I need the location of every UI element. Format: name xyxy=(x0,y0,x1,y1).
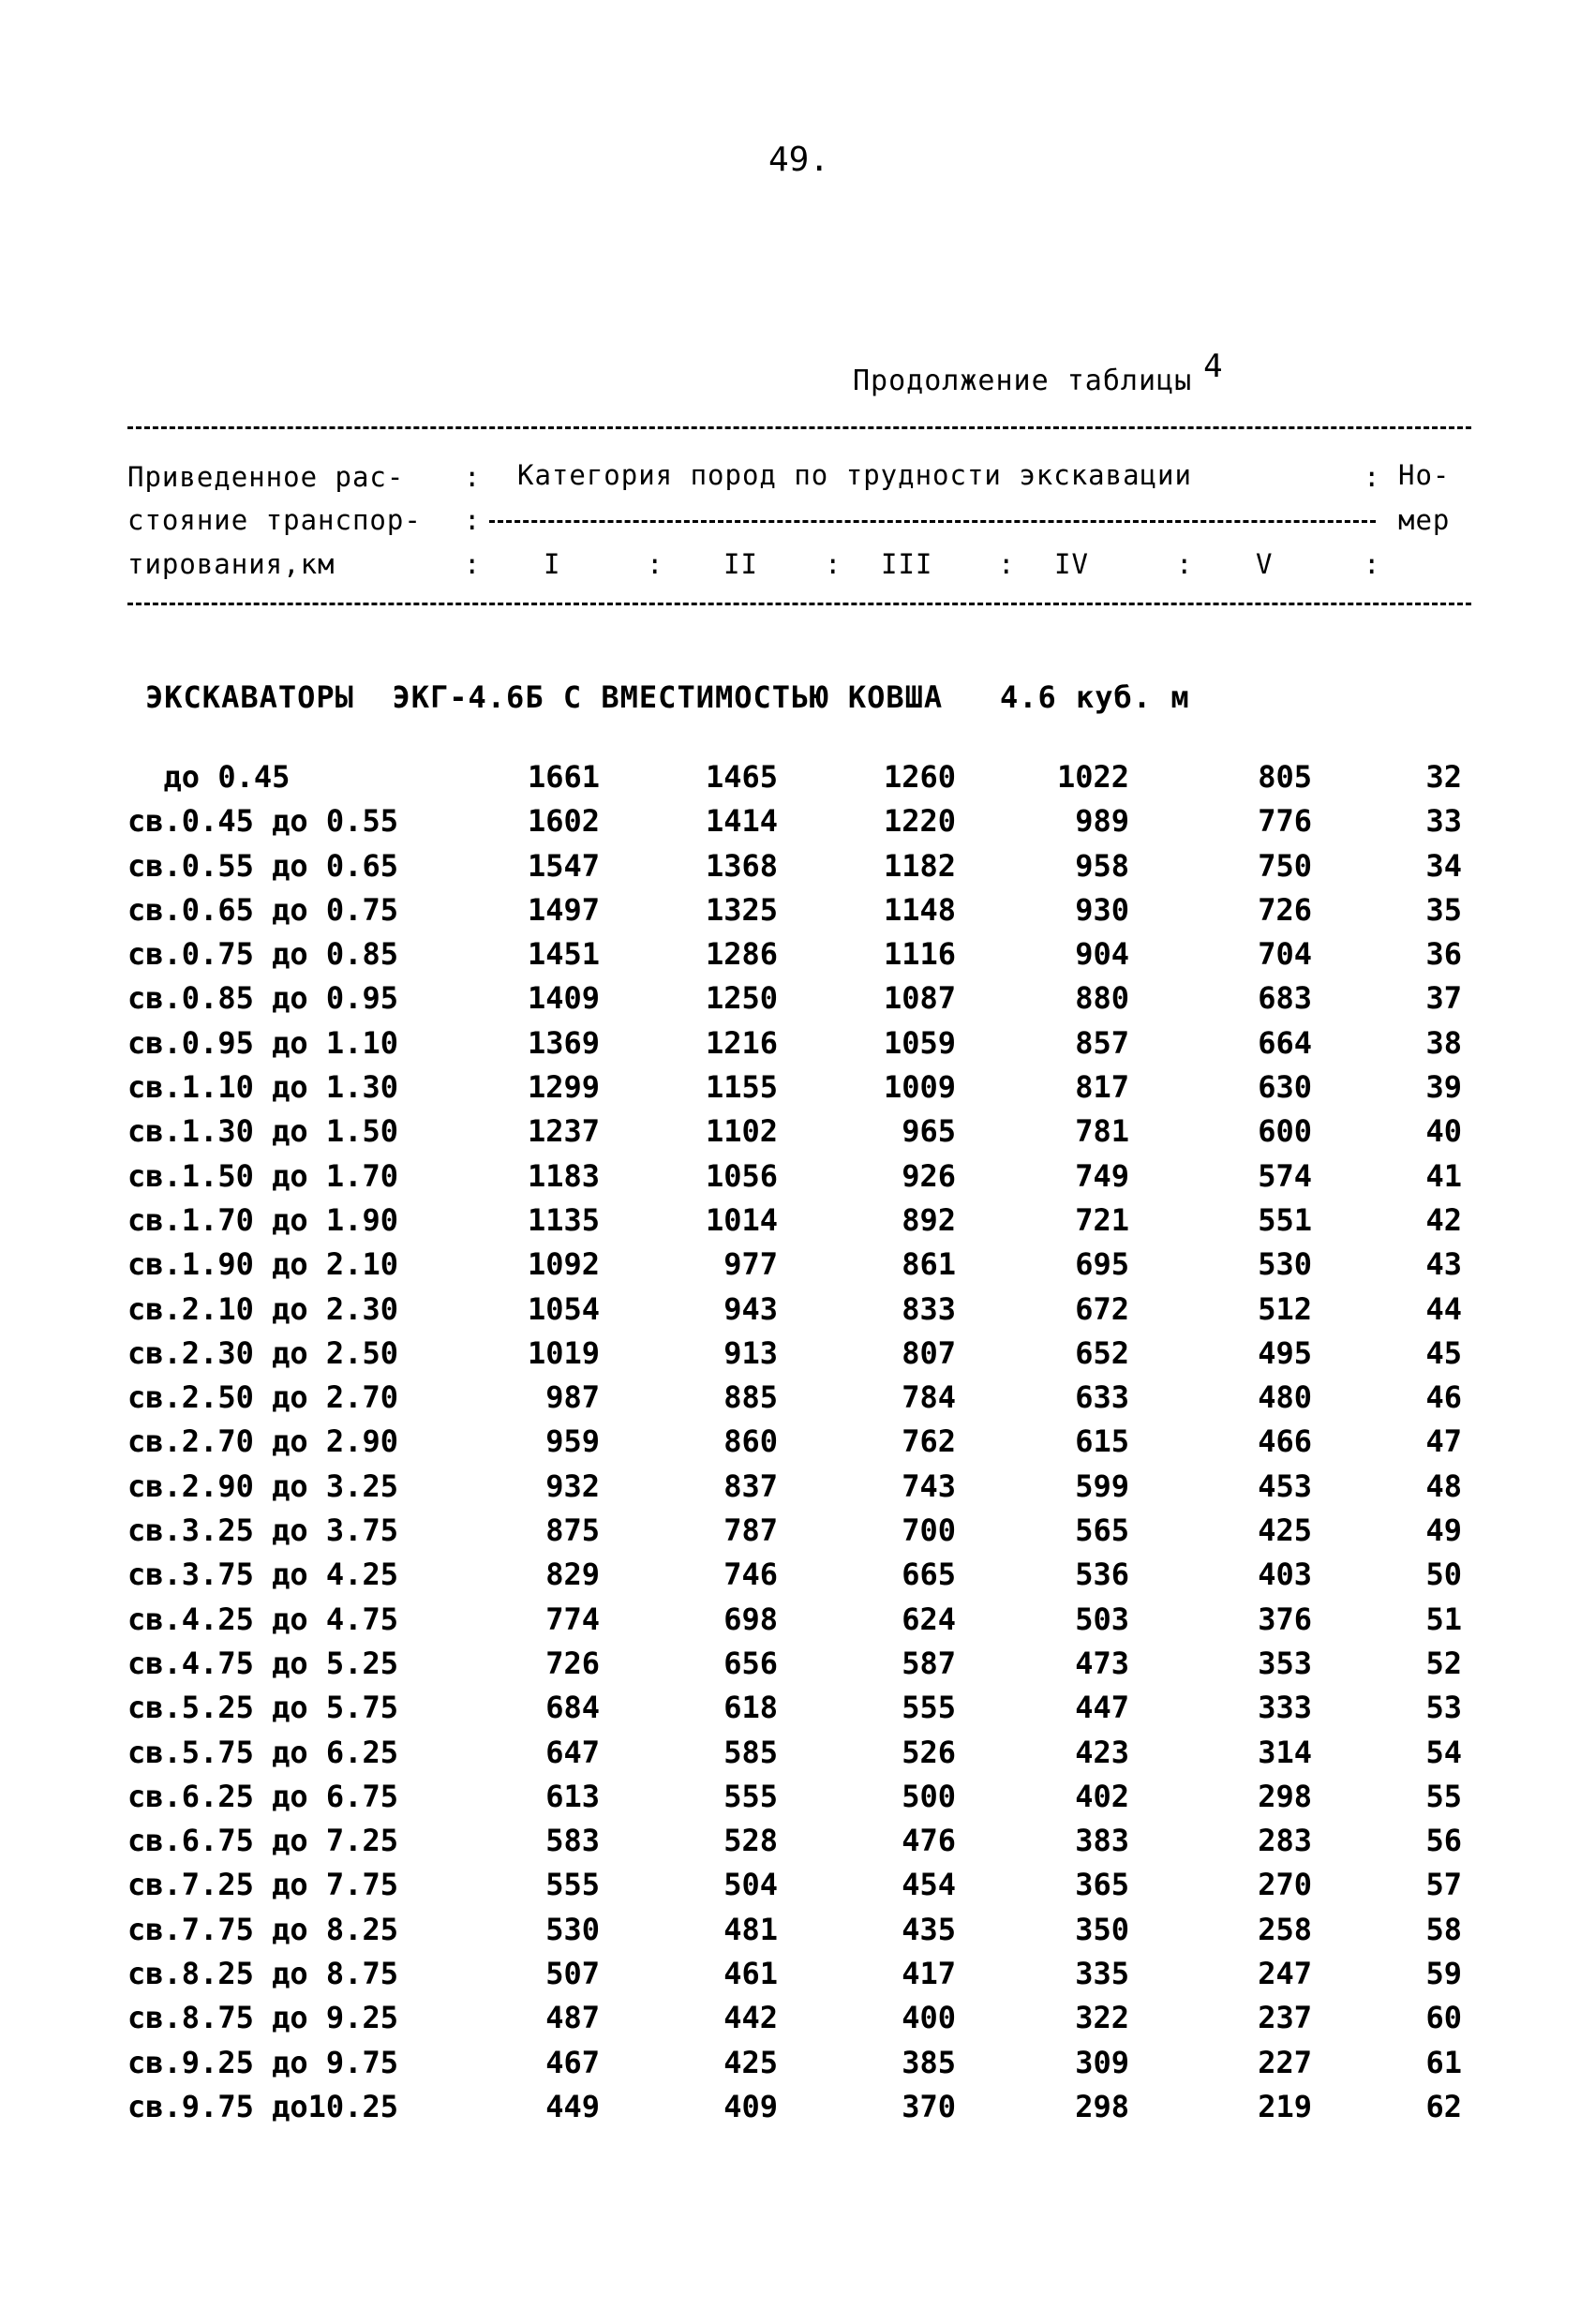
cell-category-iii: 624 xyxy=(902,1601,956,1637)
cell-category-i: 726 xyxy=(545,1645,600,1681)
cell-category-v: 283 xyxy=(1258,1823,1312,1859)
cell-category-i: 1451 xyxy=(527,936,600,973)
cell-category-v: 237 xyxy=(1258,2000,1312,2036)
row-range: св.8.75 до 9.25 xyxy=(127,2000,398,2036)
cell-category-iv: 536 xyxy=(1075,1557,1129,1593)
cell-row-number: 54 xyxy=(1425,1734,1462,1770)
row-range: св.0.95 до 1.10 xyxy=(127,1024,398,1061)
table-row xyxy=(0,936,1595,980)
table-row xyxy=(0,1823,1595,1867)
table-row xyxy=(0,1291,1595,1335)
row-range: св.8.25 до 8.75 xyxy=(127,1956,398,1992)
cell-row-number: 51 xyxy=(1425,1601,1462,1637)
cell-category-ii: 442 xyxy=(723,2000,778,2036)
cell-category-i: 1547 xyxy=(527,847,600,884)
cell-category-iii: 370 xyxy=(902,2088,956,2124)
cell-category-i: 1054 xyxy=(527,1290,600,1327)
header-separator: : xyxy=(1176,548,1194,580)
cell-category-v: 805 xyxy=(1258,759,1312,795)
header-separator: : xyxy=(647,548,664,580)
cell-category-v: 453 xyxy=(1258,1467,1312,1504)
table-row xyxy=(0,1069,1595,1113)
cell-category-iv: 615 xyxy=(1075,1423,1129,1460)
row-range: св.7.25 до 7.75 xyxy=(127,1867,398,1903)
row-range: св.3.25 до 3.75 xyxy=(127,1512,398,1549)
cell-category-iv: 447 xyxy=(1075,1690,1129,1726)
row-range: св.6.25 до 6.75 xyxy=(127,1778,398,1814)
cell-category-v: 247 xyxy=(1258,1956,1312,1992)
cell-category-i: 959 xyxy=(545,1423,600,1460)
table-continuation-label xyxy=(853,348,1224,398)
cell-row-number: 40 xyxy=(1425,1113,1462,1150)
header-col1-line1: Приведенное рас- xyxy=(127,461,405,493)
cell-row-number: 32 xyxy=(1425,759,1462,795)
header-separator: : xyxy=(464,504,482,536)
row-range: св.1.50 до 1.70 xyxy=(127,1157,398,1194)
cell-row-number: 42 xyxy=(1425,1201,1462,1238)
table-row xyxy=(0,2000,1595,2044)
cell-row-number: 36 xyxy=(1425,936,1462,973)
cell-category-iii: 435 xyxy=(902,1911,956,1947)
cell-category-iv: 599 xyxy=(1075,1467,1129,1504)
header-number-line2: мер xyxy=(1398,504,1451,536)
data-table xyxy=(0,759,1595,2133)
cell-category-iii: 385 xyxy=(902,2044,956,2080)
cell-category-ii: 913 xyxy=(723,1334,778,1371)
row-range: св.5.75 до 6.25 xyxy=(127,1734,398,1770)
cell-category-iii: 454 xyxy=(902,1867,956,1903)
cell-category-iii: 892 xyxy=(902,1201,956,1238)
cell-category-iv: 383 xyxy=(1075,1823,1129,1859)
header-roman-iii: III xyxy=(881,548,933,580)
cell-row-number: 47 xyxy=(1425,1423,1462,1460)
cell-category-ii: 977 xyxy=(723,1246,778,1283)
cell-category-i: 1602 xyxy=(527,803,600,840)
cell-row-number: 38 xyxy=(1425,1024,1462,1061)
cell-row-number: 55 xyxy=(1425,1778,1462,1814)
cell-category-i: 530 xyxy=(545,1911,600,1947)
cell-row-number: 58 xyxy=(1425,1911,1462,1947)
cell-category-v: 530 xyxy=(1258,1246,1312,1283)
cell-category-iv: 565 xyxy=(1075,1512,1129,1549)
table-row xyxy=(0,1601,1595,1646)
cell-category-iv: 1022 xyxy=(1056,759,1129,795)
cell-row-number: 37 xyxy=(1425,980,1462,1017)
cell-category-iii: 526 xyxy=(902,1734,956,1770)
header-roman-i: I xyxy=(544,548,561,580)
cell-category-iv: 930 xyxy=(1075,891,1129,928)
cell-category-iv: 473 xyxy=(1075,1645,1129,1681)
cell-category-iv: 781 xyxy=(1075,1113,1129,1150)
cell-category-iii: 1059 xyxy=(883,1024,956,1061)
cell-category-iii: 400 xyxy=(902,2000,956,2036)
cell-category-ii: 585 xyxy=(723,1734,778,1770)
cell-category-iv: 989 xyxy=(1075,803,1129,840)
table-row xyxy=(0,1912,1595,1956)
cell-category-iii: 1182 xyxy=(883,847,956,884)
cell-category-iii: 1116 xyxy=(883,936,956,973)
table-row xyxy=(0,1956,1595,2000)
table-row xyxy=(0,1158,1595,1202)
header-separator: : xyxy=(1364,461,1381,493)
cell-category-iii: 500 xyxy=(902,1778,956,1814)
row-range: св.6.75 до 7.25 xyxy=(127,1823,398,1859)
cell-category-iii: 476 xyxy=(902,1823,956,1859)
cell-row-number: 50 xyxy=(1425,1557,1462,1593)
cell-row-number: 61 xyxy=(1425,2044,1462,2080)
cell-category-iv: 309 xyxy=(1075,2044,1129,2080)
cell-category-iii: 1087 xyxy=(883,980,956,1017)
cell-row-number: 62 xyxy=(1425,2088,1462,2124)
cell-category-i: 583 xyxy=(545,1823,600,1859)
row-range: св.1.70 до 1.90 xyxy=(127,1201,398,1238)
cell-category-ii: 618 xyxy=(723,1690,778,1726)
cell-category-v: 227 xyxy=(1258,2044,1312,2080)
cell-category-iii: 807 xyxy=(902,1334,956,1371)
header-separator: : xyxy=(464,548,482,580)
cell-category-v: 270 xyxy=(1258,1867,1312,1903)
cell-category-i: 1661 xyxy=(527,759,600,795)
header-separator: : xyxy=(998,548,1016,580)
row-range: св.7.75 до 8.25 xyxy=(127,1911,398,1947)
cell-category-v: 403 xyxy=(1258,1557,1312,1593)
table-row xyxy=(0,1335,1595,1379)
cell-category-iv: 904 xyxy=(1075,936,1129,973)
cell-category-i: 449 xyxy=(545,2088,600,2124)
row-range: до 0.45 xyxy=(127,759,291,795)
row-range: св.3.75 до 4.25 xyxy=(127,1557,398,1593)
cell-category-ii: 1250 xyxy=(705,980,778,1017)
cell-row-number: 43 xyxy=(1425,1246,1462,1283)
cell-category-iii: 700 xyxy=(902,1512,956,1549)
cell-category-i: 647 xyxy=(545,1734,600,1770)
cell-category-v: 480 xyxy=(1258,1379,1312,1416)
cell-category-ii: 787 xyxy=(723,1512,778,1549)
table-row xyxy=(0,1379,1595,1423)
cell-category-ii: 481 xyxy=(723,1911,778,1947)
cell-category-v: 551 xyxy=(1258,1201,1312,1238)
cell-row-number: 48 xyxy=(1425,1467,1462,1504)
cell-row-number: 57 xyxy=(1425,1867,1462,1903)
cell-category-i: 555 xyxy=(545,1867,600,1903)
header-separator: : xyxy=(825,548,842,580)
header-category-title: Категория пород по трудности экскавации xyxy=(517,459,1192,491)
cell-category-ii: 1325 xyxy=(705,891,778,928)
table-row xyxy=(0,1867,1595,1911)
cell-category-iii: 743 xyxy=(902,1467,956,1504)
row-range: св.4.25 до 4.75 xyxy=(127,1601,398,1637)
cell-row-number: 60 xyxy=(1425,2000,1462,2036)
cell-category-iv: 365 xyxy=(1075,1867,1129,1903)
cell-category-ii: 860 xyxy=(723,1423,778,1460)
cell-category-iii: 587 xyxy=(902,1645,956,1681)
cell-category-v: 298 xyxy=(1258,1778,1312,1814)
cell-category-v: 258 xyxy=(1258,1911,1312,1947)
cell-category-ii: 1102 xyxy=(705,1113,778,1150)
cell-category-ii: 425 xyxy=(723,2044,778,2080)
cell-category-ii: 837 xyxy=(723,1467,778,1504)
cell-category-iv: 857 xyxy=(1075,1024,1129,1061)
cell-category-v: 512 xyxy=(1258,1290,1312,1327)
table-row xyxy=(0,2089,1595,2133)
cell-category-iv: 721 xyxy=(1075,1201,1129,1238)
cell-row-number: 39 xyxy=(1425,1069,1462,1106)
cell-category-i: 487 xyxy=(545,2000,600,2036)
cell-category-v: 683 xyxy=(1258,980,1312,1017)
cell-category-v: 466 xyxy=(1258,1423,1312,1460)
header-separator: : xyxy=(1364,548,1381,580)
cell-category-ii: 1155 xyxy=(705,1069,778,1106)
table-row xyxy=(0,892,1595,936)
cell-row-number: 52 xyxy=(1425,1645,1462,1681)
cell-category-v: 495 xyxy=(1258,1334,1312,1371)
cell-category-ii: 1465 xyxy=(705,759,778,795)
cell-category-i: 613 xyxy=(545,1778,600,1814)
cell-category-iii: 762 xyxy=(902,1423,956,1460)
cell-category-iii: 926 xyxy=(902,1157,956,1194)
cell-row-number: 34 xyxy=(1425,847,1462,884)
cell-category-ii: 409 xyxy=(723,2088,778,2124)
cell-category-iv: 695 xyxy=(1075,1246,1129,1283)
cell-category-v: 376 xyxy=(1258,1601,1312,1637)
table-row xyxy=(0,1646,1595,1690)
cell-category-i: 507 xyxy=(545,1956,600,1992)
cell-category-iii: 555 xyxy=(902,1690,956,1726)
table-row xyxy=(0,1557,1595,1601)
cell-category-iv: 880 xyxy=(1075,980,1129,1017)
header-col1-line3: тирования,км xyxy=(127,548,335,580)
cell-category-v: 600 xyxy=(1258,1113,1312,1150)
cell-category-iv: 298 xyxy=(1075,2088,1129,2124)
cell-category-iii: 417 xyxy=(902,1956,956,1992)
table-row xyxy=(0,1113,1595,1157)
cell-row-number: 53 xyxy=(1425,1690,1462,1726)
cell-category-v: 726 xyxy=(1258,891,1312,928)
cell-category-ii: 461 xyxy=(723,1956,778,1992)
cell-category-i: 1092 xyxy=(527,1246,600,1283)
cell-row-number: 46 xyxy=(1425,1379,1462,1416)
cell-row-number: 35 xyxy=(1425,891,1462,928)
cell-row-number: 45 xyxy=(1425,1334,1462,1371)
continuation-text: Продолжение таблицы xyxy=(853,365,1193,397)
cell-category-ii: 504 xyxy=(723,1867,778,1903)
cell-category-iv: 817 xyxy=(1075,1069,1129,1106)
cell-category-v: 219 xyxy=(1258,2088,1312,2124)
cell-category-iv: 958 xyxy=(1075,847,1129,884)
row-range: св.0.65 до 0.75 xyxy=(127,891,398,928)
row-range: св.0.85 до 0.95 xyxy=(127,980,398,1017)
cell-category-iv: 402 xyxy=(1075,1778,1129,1814)
cell-category-v: 574 xyxy=(1258,1157,1312,1194)
row-range: св.2.50 до 2.70 xyxy=(127,1379,398,1416)
row-range: св.1.30 до 1.50 xyxy=(127,1113,398,1150)
row-range: св.1.10 до 1.30 xyxy=(127,1069,398,1106)
cell-category-i: 1369 xyxy=(527,1024,600,1061)
cell-category-ii: 746 xyxy=(723,1557,778,1593)
cell-row-number: 56 xyxy=(1425,1823,1462,1859)
cell-category-i: 1135 xyxy=(527,1201,600,1238)
cell-category-ii: 1286 xyxy=(705,936,778,973)
table-row xyxy=(0,1025,1595,1069)
header-roman-iv: IV xyxy=(1054,548,1089,580)
header-roman-ii: II xyxy=(723,548,758,580)
cell-category-v: 704 xyxy=(1258,936,1312,973)
table-row xyxy=(0,2045,1595,2089)
cell-category-i: 1409 xyxy=(527,980,600,1017)
cell-category-iv: 322 xyxy=(1075,2000,1129,2036)
cell-category-iv: 335 xyxy=(1075,1956,1129,1992)
cell-category-ii: 885 xyxy=(723,1379,778,1416)
cell-category-ii: 656 xyxy=(723,1645,778,1681)
cell-category-v: 630 xyxy=(1258,1069,1312,1106)
row-range: св.0.45 до 0.55 xyxy=(127,803,398,840)
cell-category-ii: 1056 xyxy=(705,1157,778,1194)
table-row xyxy=(0,980,1595,1024)
cell-category-iv: 633 xyxy=(1075,1379,1129,1416)
cell-category-iii: 965 xyxy=(902,1113,956,1150)
cell-category-ii: 1368 xyxy=(705,847,778,884)
row-range: св.2.70 до 2.90 xyxy=(127,1423,398,1460)
cell-category-i: 467 xyxy=(545,2044,600,2080)
cell-category-v: 750 xyxy=(1258,847,1312,884)
header-number-line1: Но- xyxy=(1398,459,1451,491)
cell-category-i: 1497 xyxy=(527,891,600,928)
header-roman-v: V xyxy=(1256,548,1274,580)
cell-category-iii: 861 xyxy=(902,1246,956,1283)
cell-category-ii: 1216 xyxy=(705,1024,778,1061)
cell-category-ii: 555 xyxy=(723,1778,778,1814)
cell-category-v: 776 xyxy=(1258,803,1312,840)
table-row xyxy=(0,1735,1595,1779)
table-number: 4 xyxy=(1203,348,1224,385)
table-row xyxy=(0,1690,1595,1734)
table-row xyxy=(0,1779,1595,1823)
table-row xyxy=(0,1512,1595,1557)
cell-category-iv: 503 xyxy=(1075,1601,1129,1637)
table-row xyxy=(0,1202,1595,1246)
row-range: св.9.25 до 9.75 xyxy=(127,2044,398,2080)
cell-category-iii: 665 xyxy=(902,1557,956,1593)
cell-category-v: 425 xyxy=(1258,1512,1312,1549)
cell-category-iii: 833 xyxy=(902,1290,956,1327)
table-row xyxy=(0,759,1595,803)
cell-row-number: 49 xyxy=(1425,1512,1462,1549)
table-row xyxy=(0,803,1595,847)
row-range: св.5.25 до 5.75 xyxy=(127,1690,398,1726)
cell-category-iii: 1260 xyxy=(883,759,956,795)
row-range: св.2.90 до 3.25 xyxy=(127,1467,398,1504)
cell-category-v: 664 xyxy=(1258,1024,1312,1061)
cell-category-ii: 528 xyxy=(723,1823,778,1859)
cell-category-iv: 652 xyxy=(1075,1334,1129,1371)
table-row xyxy=(0,1423,1595,1467)
header-separator: : xyxy=(464,461,482,493)
row-range: св.2.10 до 2.30 xyxy=(127,1290,398,1327)
table-row xyxy=(0,1468,1595,1512)
header-top-rule xyxy=(127,426,1471,429)
cell-row-number: 41 xyxy=(1425,1157,1462,1194)
cell-category-iv: 672 xyxy=(1075,1290,1129,1327)
cell-row-number: 59 xyxy=(1425,1956,1462,1992)
header-mid-rule xyxy=(489,520,1376,523)
table-row xyxy=(0,848,1595,892)
cell-category-i: 875 xyxy=(545,1512,600,1549)
header-bottom-rule xyxy=(127,603,1471,605)
row-range: св.0.55 до 0.65 xyxy=(127,847,398,884)
cell-category-ii: 943 xyxy=(723,1290,778,1327)
row-range: св.0.75 до 0.85 xyxy=(127,936,398,973)
cell-category-i: 1183 xyxy=(527,1157,600,1194)
row-range: св.2.30 до 2.50 xyxy=(127,1334,398,1371)
page-number: 49. xyxy=(768,141,830,179)
cell-category-ii: 1014 xyxy=(705,1201,778,1238)
cell-category-v: 314 xyxy=(1258,1734,1312,1770)
cell-category-ii: 698 xyxy=(723,1601,778,1637)
row-range: св.4.75 до 5.25 xyxy=(127,1645,398,1681)
cell-category-i: 829 xyxy=(545,1557,600,1593)
header-col1-line2: стояние транспор- xyxy=(127,504,422,536)
cell-category-v: 353 xyxy=(1258,1645,1312,1681)
cell-category-iii: 1148 xyxy=(883,891,956,928)
table-row xyxy=(0,1246,1595,1290)
cell-row-number: 44 xyxy=(1425,1290,1462,1327)
cell-row-number: 33 xyxy=(1425,803,1462,840)
cell-category-ii: 1414 xyxy=(705,803,778,840)
row-range: св.1.90 до 2.10 xyxy=(127,1246,398,1283)
cell-category-i: 1019 xyxy=(527,1334,600,1371)
cell-category-i: 1299 xyxy=(527,1069,600,1106)
cell-category-iv: 749 xyxy=(1075,1157,1129,1194)
cell-category-iii: 1220 xyxy=(883,803,956,840)
cell-category-i: 932 xyxy=(545,1467,600,1504)
cell-category-v: 333 xyxy=(1258,1690,1312,1726)
cell-category-iii: 1009 xyxy=(883,1069,956,1106)
cell-category-i: 1237 xyxy=(527,1113,600,1150)
cell-category-i: 987 xyxy=(545,1379,600,1416)
cell-category-iii: 784 xyxy=(902,1379,956,1416)
cell-category-iv: 423 xyxy=(1075,1734,1129,1770)
section-title: ЭКСКАВАТОРЫ ЭКГ-4.6Б С ВМЕСТИМОСТЬЮ КОВША 4.6 куб. м xyxy=(145,679,1190,715)
cell-category-i: 774 xyxy=(545,1601,600,1637)
cell-category-iv: 350 xyxy=(1075,1911,1129,1947)
row-range: св.9.75 до10.25 xyxy=(127,2088,398,2124)
cell-category-i: 684 xyxy=(545,1690,600,1726)
